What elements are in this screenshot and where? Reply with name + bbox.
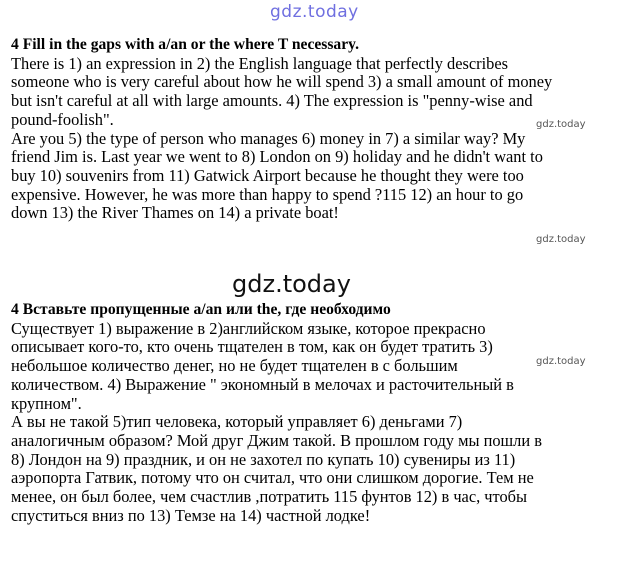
english-exercise: [11, 36, 621, 223]
exercise-text-line: but isn't careful at all with large amounts. 4) The expression is "penny-wise and: [11, 91, 533, 111]
watermark-small: gdz.today: [536, 234, 586, 245]
watermark-top: gdz.today: [270, 2, 359, 22]
translation-text-line: спуститься вниз по 13) Темзе на 14) частной лодке!: [11, 505, 371, 525]
exercise-heading-en: 4 Fill in the gaps with a/an or the where T necessary.: [11, 36, 359, 53]
translation-text-line: менее, он был более, чем счастлив ,потратить 115 фунтов 12) в час, чтобы: [11, 487, 528, 507]
translation-text-line: аналогичным образом? Мой друг Джим такой. В прошлом году мы пошли в: [11, 430, 542, 450]
watermark-small: gdz.today: [536, 356, 586, 367]
exercise-heading-ru: 4 Вставьте пропущенные a/an или the, где необходимо: [11, 301, 391, 318]
exercise-text-line: expensive. However, he was more than happy to spend ?115 12) an hour to go: [11, 184, 524, 204]
russian-translation: [11, 301, 621, 525]
exercise-text-line: buy 10) souvenirs from 11) Gatwick Airport because he thought they were too: [11, 165, 524, 185]
watermark-small: gdz.today: [536, 119, 586, 130]
translation-text-line: крупном".: [11, 393, 82, 413]
translation-text-line: описывает кого-то, кто очень тщателен в том, как он будет тратить 3): [11, 337, 493, 357]
watermark-middle: gdz.today: [232, 270, 351, 298]
exercise-text-line: friend Jim is. Last year we went to 8) London on 9) holiday and he didn't want to: [11, 147, 543, 167]
exercise-text-line: down 13) the River Thames on 14) a private boat!: [11, 203, 339, 223]
exercise-text-line: Are you 5) the type of person who manages 6) money in 7) a similar way? My: [11, 128, 526, 148]
translation-text-line: А вы не такой 5)тип человека, который управляет 6) деньгами 7): [11, 412, 463, 432]
exercise-text-line: pound-foolish".: [11, 109, 114, 129]
translation-text-line: Существует 1) выражение в 2)английском языке, которое прекрасно: [11, 318, 486, 338]
translation-text-line: аэропорта Гатвик, потому что он считал, что они слишком дорогие. Тем не: [11, 468, 534, 488]
exercise-text-line: someone who is very careful about how he will spend 3) a small amount of money: [11, 72, 553, 92]
translation-text-line: небольшое количество денег, но не будет тщателен в с большим: [11, 356, 458, 376]
translation-text-line: количеством. 4) Выражение " экономный в мелочах и расточительный в: [11, 374, 514, 394]
translation-text-line: 8) Лондон на 9) праздник, и он не захотел по купать 10) сувениры из 11): [11, 449, 516, 469]
exercise-text-line: There is 1) an expression in 2) the English language that perfectly describes: [11, 53, 509, 73]
